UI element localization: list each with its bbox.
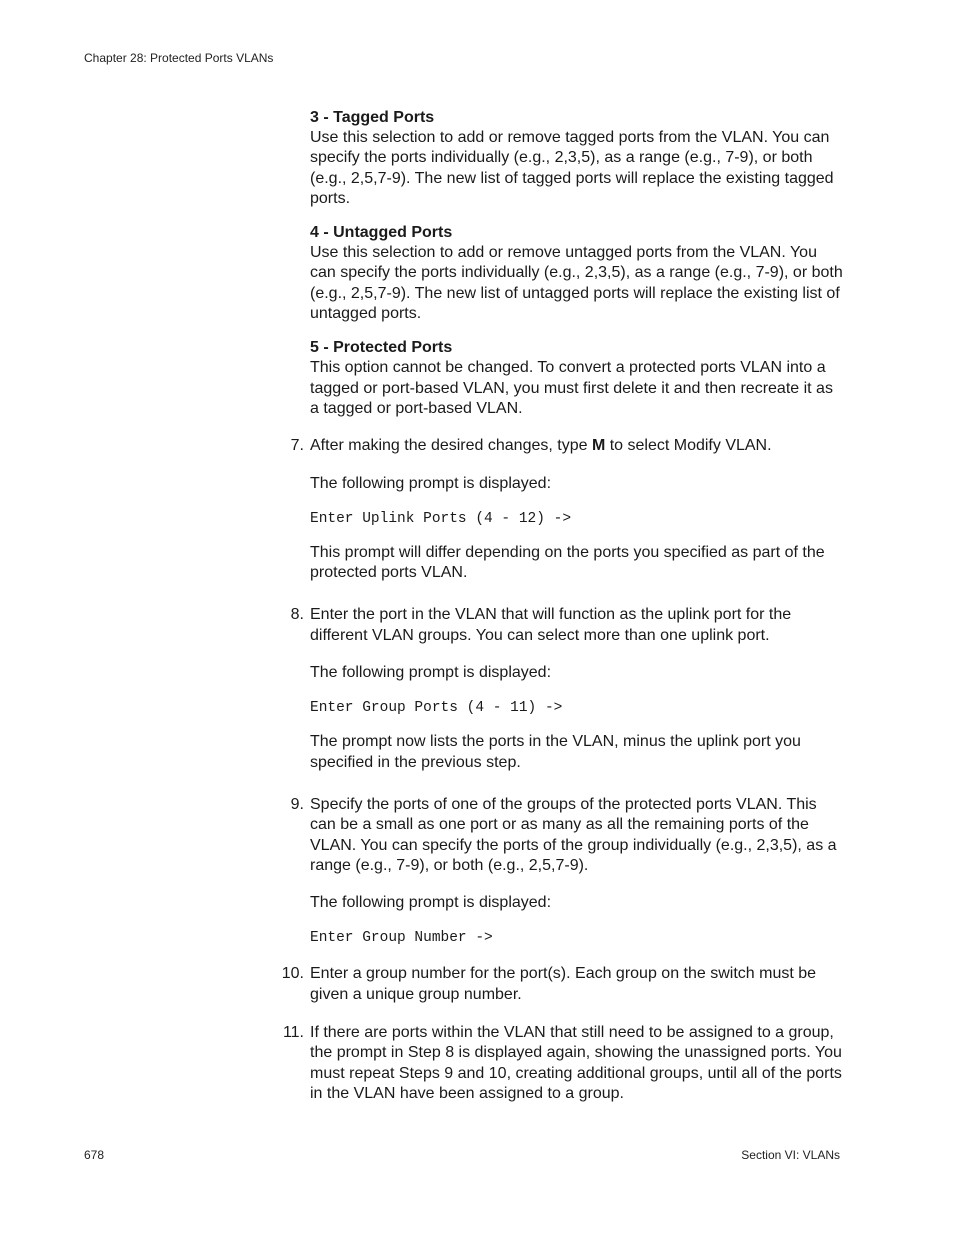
step-10 xyxy=(281,964,845,1005)
step-number: 10. xyxy=(281,965,304,983)
option-title: 3 - Tagged Ports xyxy=(310,109,435,126)
step-9 xyxy=(290,795,845,948)
step-text: If there are ports within the VLAN that still need to be assigned to a group, the prompt in Step 8 is displayed again, showing the unassigned ports. You must repeat Steps 9 and 10, creating additional groups, until all of the ports in the VLAN have been assigned to a group. xyxy=(310,1024,842,1102)
step-text: Specify the ports of one of the groups of the protected ports VLAN. This can be a small as one port or as many as all the remaining ports of the VLAN. You can specify the ports of the group individually (e.g., 2,3,5), as a range (e.g., 7-9), or both (e.g., 2,5,7-9). xyxy=(310,795,837,874)
running-footer-section: Section VI: VLANs xyxy=(741,1148,840,1162)
option-title: 5 - Protected Ports xyxy=(310,339,453,357)
step-number: 7. xyxy=(290,437,304,455)
option-text: This option cannot be changed. To convert a protected ports VLAN into a tagged or port-based VLAN, you must first delete it and then recreate it as a tagged or port-based VLAN. xyxy=(310,359,833,417)
code-prompt: Enter Group Number -> xyxy=(310,930,493,947)
option-protected-ports xyxy=(310,338,845,419)
prompt-intro: The following prompt is displayed: xyxy=(310,664,552,682)
option-title: 4 - Untagged Ports xyxy=(310,224,453,242)
option-text: Use this selection to add or remove tagged ports from the VLAN. You can specify the ports individually (e.g., 2,3,5), as a range (e.g., 7-9), or both (e.g., 2,5,7-9). The new list of tagged ports will replace the existing tagged ports. xyxy=(310,129,834,207)
step-note: The prompt now lists the ports in the VLAN, minus the uplink port you specified in the previous step. xyxy=(310,733,801,771)
key-m: M xyxy=(591,437,606,455)
step-text: Enter the port in the VLAN that will function as the uplink port for the different VLAN groups. You can select more than one uplink port. xyxy=(310,606,792,644)
page-number: 678 xyxy=(84,1148,105,1162)
step-note: This prompt will differ depending on the ports you specified as part of the protected ports VLAN. xyxy=(310,543,825,582)
step-number: 11. xyxy=(282,1024,304,1042)
step-text: Enter a group number for the port(s). Each group on the switch must be given a unique group number. xyxy=(310,965,817,1003)
option-untagged-ports xyxy=(310,223,845,324)
step-8 xyxy=(290,605,845,772)
step-11 xyxy=(282,1023,845,1104)
step-number: 8. xyxy=(290,606,304,624)
page-content xyxy=(281,108,845,1120)
running-header: Chapter 28: Protected Ports VLANs xyxy=(84,51,274,65)
option-text: Use this selection to add or remove untagged ports from the VLAN. You can specify the ports individually (e.g., 2,3,5), as a range (e.g., 7-9), or both (e.g., 2,5,7-9). The new list of untagged ports will replace the existing list of untagged ports. xyxy=(310,244,843,323)
step-7 xyxy=(290,436,845,583)
option-tagged-ports xyxy=(310,108,845,209)
prompt-intro: The following prompt is displayed: xyxy=(310,474,552,492)
code-prompt: Enter Group Ports (4 - 11) -> xyxy=(310,700,563,717)
prompt-intro: The following prompt is displayed: xyxy=(310,894,552,912)
step-text: After making the desired changes, type M to select Modify VLAN. xyxy=(310,437,772,455)
step-number: 9. xyxy=(290,795,304,813)
code-prompt: Enter Uplink Ports (4 - 12) -> xyxy=(310,510,572,527)
